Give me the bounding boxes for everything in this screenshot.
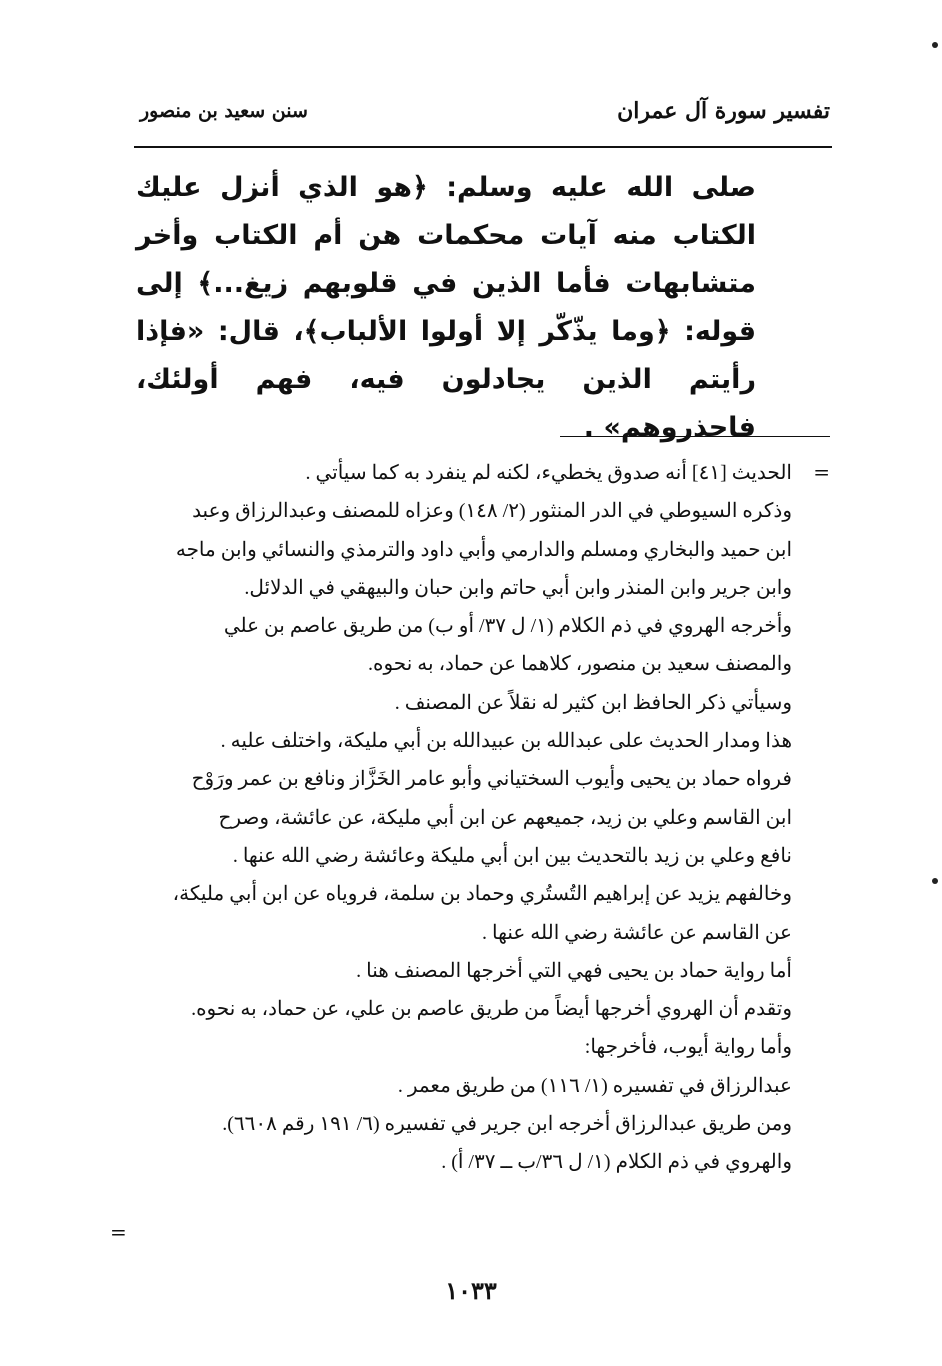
- footnote-line: وخالفهم يزيد عن إبراهيم التُستُري وحماد بن سلمة، فروياه عن ابن أبي مليكة،: [172, 883, 792, 906]
- footnote-line: عبدالرزاق في تفسيره (١/ ١١٦) من طريق معمر .: [397, 1074, 792, 1097]
- footnote-separator: [560, 436, 830, 437]
- running-header-book: سنن سعيد بن منصور: [140, 100, 308, 122]
- page-number: ١٠٣٣: [445, 1276, 497, 1305]
- footnote-line: الحديث [٤١] أنه صدوق يخطيء، لكنه لم ينفرد به كما سيأتي .: [305, 462, 792, 484]
- footnote-continuation-mark-bottom: =: [110, 1220, 127, 1244]
- footnote-line: وأما رواية أيوب، فأخرجها:: [584, 1036, 792, 1059]
- footnote-line: ابن حميد والبخاري ومسلم والدارمي وأبي داود والترمذي والنسائي وابن ماجه: [175, 538, 792, 561]
- footnote-line: ابن القاسم وعلي بن زيد، جميعهم عن ابن أبي مليكة، عن عائشة، وصرح: [218, 806, 792, 829]
- scan-speck: [932, 878, 938, 884]
- footnote-line: وأخرجه الهروي في ذم الكلام (١/ ل ٣٧/ أو ب) من طريق عاصم بن علي: [223, 615, 792, 638]
- footnote-line: وسيأتي ذكر الحافظ ابن كثير له نقلاً عن المصنف .: [394, 691, 792, 714]
- main-hadith-text: صلى الله عليه وسلم: ﴿هو الذي أنزل عليك الكتاب منه آيات محكمات هن أم الكتاب وأخر متشابهات فأما الذين في قلوبهم زيغ...﴾ إلى قوله: ﴿وما يذّكّر إلا أولوا الألباب﴾، قال: «فإذا رأيتم الذين يجادلون فيه، فهم أولئك، فاحذروهم» .: [136, 172, 756, 443]
- footnote-line: عن القاسم عن عائشة رضي الله عنها .: [482, 921, 792, 944]
- header-rule: [134, 146, 832, 148]
- footnote-line: فرواه حماد بن يحيى وأيوب السختياني وأبو عامر الخَزَّاز ونافع بن عمر ورَوْح: [191, 768, 792, 791]
- footnote-line: أما رواية حماد بن يحيى فهي التي أخرجها المصنف هنا .: [356, 959, 792, 982]
- footnote-line: وذكره السيوطي في الدر المنثور (٢/ ١٤٨) وعزاه للمصنف وعبدالرزاق وعبد: [192, 500, 792, 523]
- footnote-line: وابن جرير وابن المنذر وابن أبي حاتم وابن حبان والبيهقي في الدلائل.: [244, 576, 792, 599]
- footnote-line: هذا ومدار الحديث على عبدالله بن عبيدالله بن أبي مليكة، واختلف عليه .: [220, 730, 792, 753]
- footnote-line: نافع وعلي بن زيد بالتحديث بين ابن أبي مليكة وعائشة رضي الله عنها .: [232, 844, 792, 867]
- scan-speck: [932, 42, 938, 48]
- footnote-line: والهروي في ذم الكلام (١/ ل ٣٦/ب ــ ٣٧/ أ) .: [441, 1151, 792, 1174]
- running-header-surah: تفسير سورة آل عمران: [617, 98, 830, 124]
- footnote-line: وتقدم أن الهروي أخرجها أيضاً من طريق عاصم بن علي، عن حماد، به نحوه.: [191, 998, 792, 1021]
- footnote-continuation-mark-top: =: [813, 460, 830, 484]
- footnote-line: ومن طريق عبدالرزاق أخرجه ابن جرير في تفسيره (٦/ ١٩١ رقم ٦٦٠٨).: [222, 1113, 792, 1136]
- footnotes: [134, 454, 792, 1182]
- footnote-line: والمصنف سعيد بن منصور، كلاهما عن حماد، به نحوه.: [368, 653, 792, 676]
